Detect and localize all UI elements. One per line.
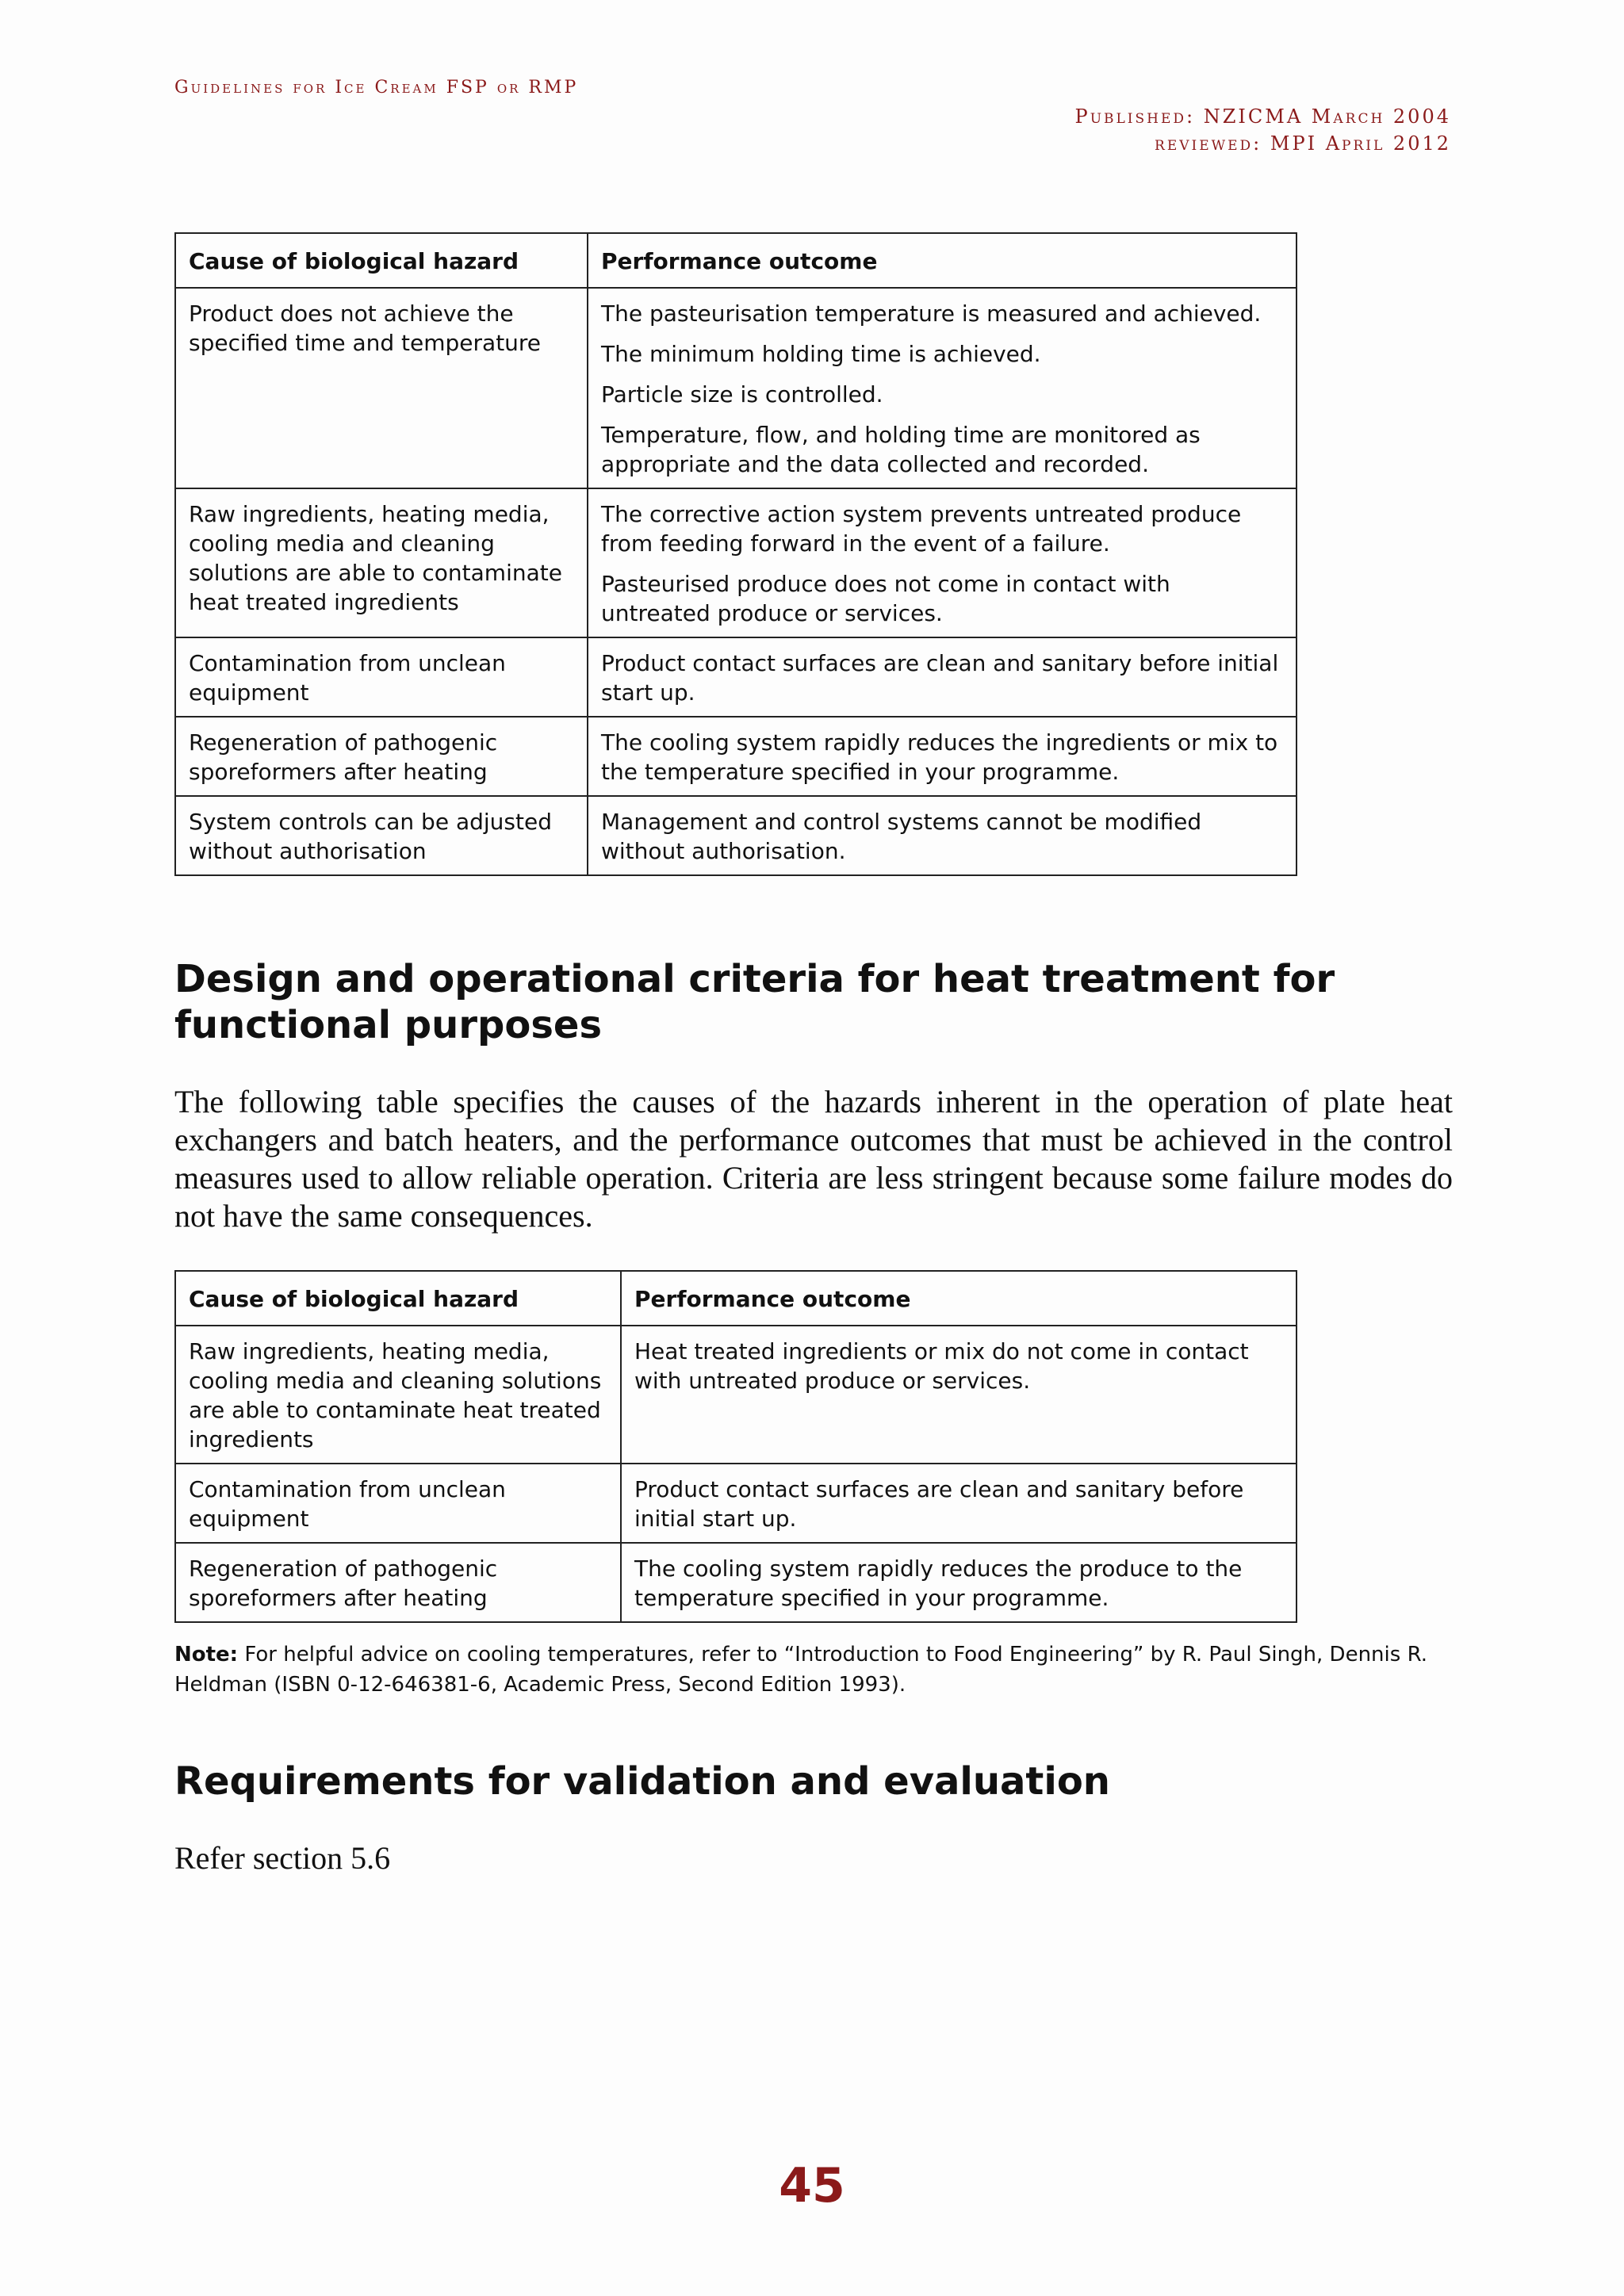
hazard-table-functional bbox=[174, 1270, 1297, 1623]
outcome-line: Particle size is controlled. bbox=[601, 381, 883, 408]
outcome-line: The cooling system rapidly reduces the produce to the temperature specified in your programme. bbox=[634, 1556, 1243, 1611]
cause-cell: Regeneration of pathogenic sporeformers after heating bbox=[175, 1543, 621, 1622]
column-header-outcome: Performance outcome bbox=[621, 1271, 1297, 1326]
outcome-cell bbox=[621, 1464, 1297, 1543]
outcome-line: The cooling system rapidly reduces the ingredients or mix to the temperature specified in your programme. bbox=[601, 729, 1278, 785]
page-number: 45 bbox=[779, 2158, 845, 2214]
running-header-title: Guidelines for Ice Cream FSP or RMP bbox=[174, 78, 579, 98]
section-paragraph-validation: Refer section 5.6 bbox=[174, 1840, 391, 1876]
column-header-outcome: Performance outcome bbox=[588, 233, 1297, 288]
outcome-line: The minimum holding time is achieved. bbox=[601, 341, 1041, 367]
outcome-line: Temperature, flow, and holding time are monitored as appropriate and the data collected and recorded. bbox=[601, 422, 1201, 477]
outcome-cell bbox=[621, 1326, 1297, 1464]
outcome-line: The corrective action system prevents untreated produce from feeding forward in the event of a failure. bbox=[601, 501, 1242, 557]
outcome-line: Pasteurised produce does not come in contact with untreated produce or services. bbox=[601, 571, 1170, 626]
section-heading-validation: Requirements for validation and evaluation bbox=[174, 1759, 1110, 1804]
outcome-cell bbox=[588, 717, 1297, 796]
column-header-cause: Cause of biological hazard bbox=[175, 1271, 621, 1326]
table-row bbox=[175, 637, 1297, 717]
table-row bbox=[175, 796, 1297, 875]
running-header-publication bbox=[1075, 103, 1451, 157]
cause-cell: Raw ingredients, heating media, cooling media and cleaning solutions are able to contaminate heat treated ingredients bbox=[175, 488, 588, 637]
table-header-row bbox=[175, 1271, 1297, 1326]
table-header-row bbox=[175, 233, 1297, 288]
cause-cell: Regeneration of pathogenic sporeformers after heating bbox=[175, 717, 588, 796]
outcome-line: Heat treated ingredients or mix do not come in contact with untreated produce or services. bbox=[634, 1338, 1249, 1394]
cause-cell: Raw ingredients, heating media, cooling media and cleaning solutions are able to contaminate heat treated ingredients bbox=[175, 1326, 621, 1464]
outcome-cell bbox=[621, 1543, 1297, 1622]
table-row bbox=[175, 1326, 1297, 1464]
table-row bbox=[175, 288, 1297, 488]
published-line: Published: NZICMA March 2004 bbox=[1074, 105, 1451, 128]
table-row bbox=[175, 1464, 1297, 1543]
outcome-line: Management and control systems cannot be modified without authorisation. bbox=[601, 809, 1202, 864]
outcome-line: Product contact surfaces are clean and sanitary before initial start up. bbox=[601, 650, 1279, 706]
outcome-line: Product contact surfaces are clean and sanitary before initial start up. bbox=[634, 1476, 1244, 1532]
cause-cell: Contamination from unclean equipment bbox=[175, 637, 588, 717]
column-header-cause: Cause of biological hazard bbox=[175, 233, 588, 288]
outcome-cell bbox=[588, 288, 1297, 488]
outcome-cell bbox=[588, 637, 1297, 717]
reviewed-line: reviewed: MPI April 2012 bbox=[1155, 132, 1451, 155]
note-label: Note: bbox=[174, 1643, 239, 1667]
outcome-cell bbox=[588, 488, 1297, 637]
outcome-line: The pasteurisation temperature is measured and achieved. bbox=[601, 300, 1262, 327]
outcome-cell bbox=[588, 796, 1297, 875]
cause-cell: Contamination from unclean equipment bbox=[175, 1464, 621, 1543]
table-row bbox=[175, 1543, 1297, 1622]
section-heading-design-criteria: Design and operational criteria for heat treatment for functional purposes bbox=[174, 957, 1335, 1047]
cause-cell: Product does not achieve the specified time and temperature bbox=[175, 288, 588, 488]
table-row bbox=[175, 488, 1297, 637]
hazard-table-pasteurisation bbox=[174, 232, 1297, 876]
table-row bbox=[175, 717, 1297, 796]
section-paragraph-design-criteria: The following table specifies the causes of the hazards inherent in the operation of plate heat exchangers and batch heaters, and the performance outcomes that must be achieved in the control measures used to allow reliable operation. Criteria are less stringent because some failure modes do not have the same consequences. bbox=[174, 1084, 1453, 1234]
cause-cell: System controls can be adjusted without authorisation bbox=[175, 796, 588, 875]
note-text: For helpful advice on cooling temperatures, refer to “Introduction to Food Engineering” by R. Paul Singh, Dennis R. Heldman (ISBN 0-12-646381-6, Academic Press, Second Edition 1993). bbox=[174, 1643, 1427, 1697]
cooling-advice-note bbox=[174, 1640, 1455, 1700]
